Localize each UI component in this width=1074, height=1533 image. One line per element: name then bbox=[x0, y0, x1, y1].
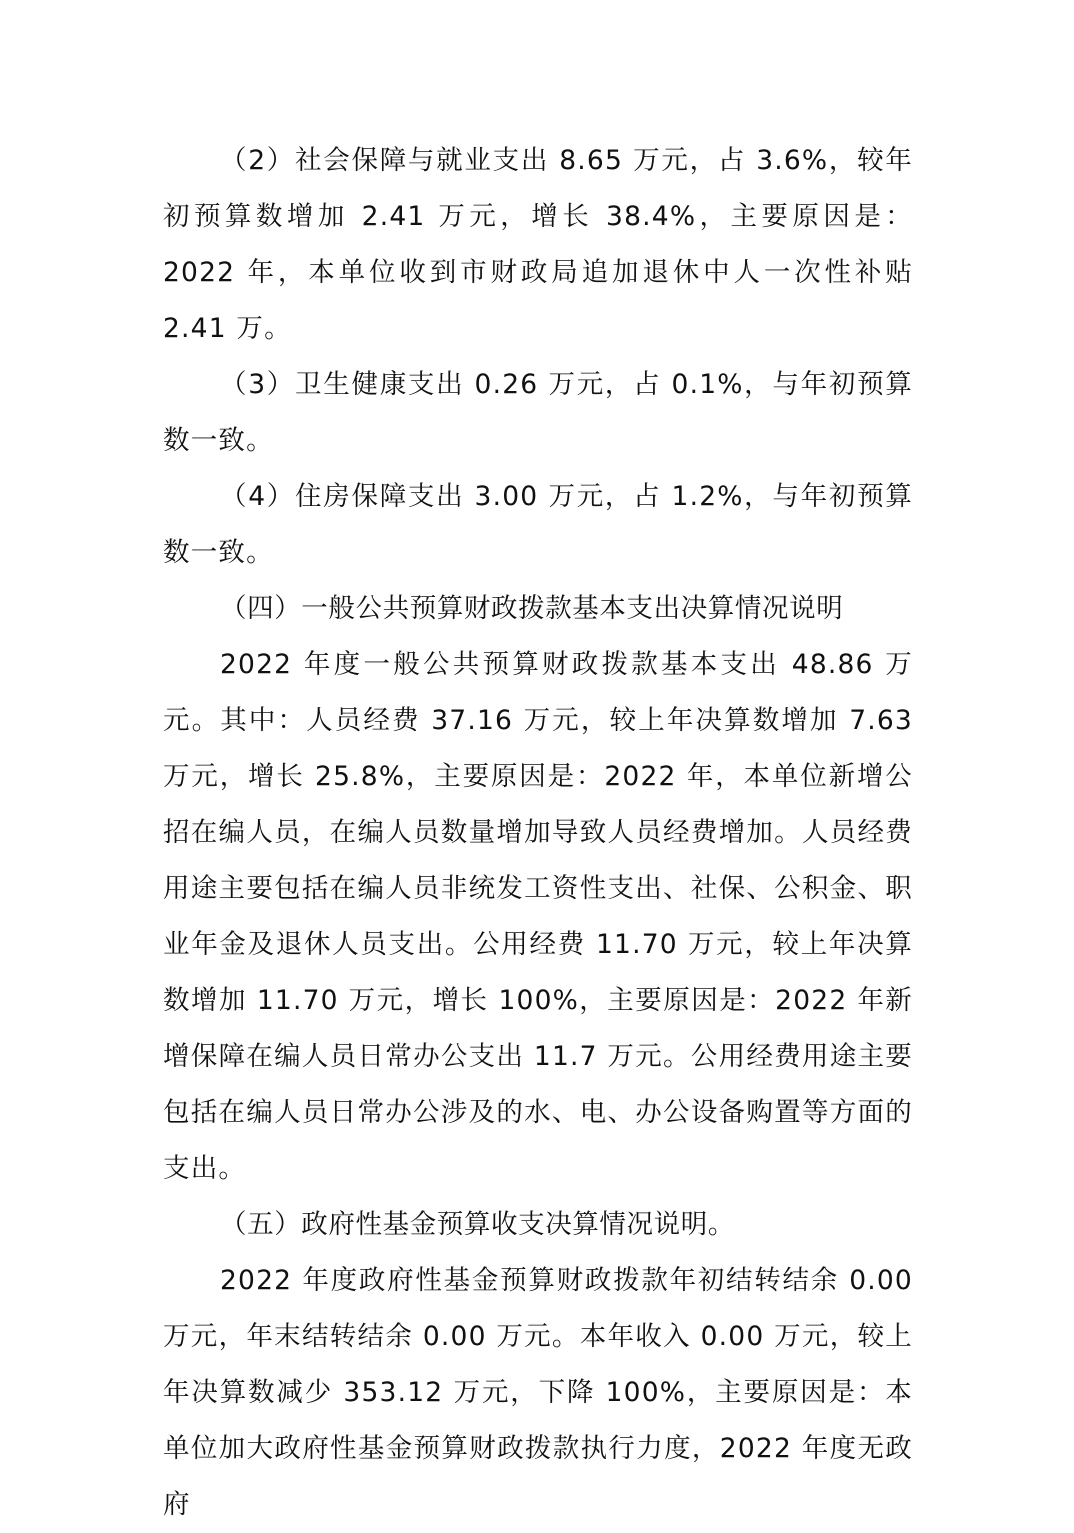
section-heading-5: （五）政府性基金预算收支决算情况说明。 bbox=[220, 1209, 735, 1240]
paragraph-social-security: （2）社会保障与就业支出 8.65 万元，占 3.6%，较年初预算数增加 2.41 万元，增长 38.4%，主要原因是：2022 年，本单位收到市财政局追加退休中人一次性补贴 2.41 万。 bbox=[163, 145, 913, 344]
paragraph-government-fund: 2022 年度政府性基金预算财政拨款年初结转结余 0.00 万元，年末结转结余 0.00 万元。本年收入 0.00 万元，较上年决算数减少 353.12 万元，下降 100%，主要原因是：本单位加大政府性基金预算财政拨款执行力度，2022 年度无政府 bbox=[163, 1265, 913, 1520]
paragraph-housing: （4）住房保障支出 3.00 万元，占 1.2%，与年初预算数一致。 bbox=[163, 481, 913, 568]
paragraph-basic-expenditure: 2022 年度一般公共预算财政拨款基本支出 48.86 万元。其中：人员经费 37.16 万元，较上年决算数增加 7.63 万元，增长 25.8%，主要原因是：2022 年，本单位新增公招在编人员，在编人员数量增加导致人员经费增加。人员经费用途主要包括在编人员非统发工资性支出、社保、公积金、职业年金及退休人员支出。公用经费 11.70 万元，较上年决算数增加 11.70 万元，增长 100%，主要原因是：2022 年新增保障在编人员日常办公支出 11.7 万元。公用经费用途主要包括在编人员日常办公涉及的水、电、办公设备购置等方面的支出。 bbox=[163, 649, 913, 1184]
document-page bbox=[163, 133, 913, 1533]
section-heading-4: （四）一般公共预算财政拨款基本支出决算情况说明 bbox=[220, 593, 844, 624]
paragraph-health: （3）卫生健康支出 0.26 万元，占 0.1%，与年初预算数一致。 bbox=[163, 369, 913, 456]
